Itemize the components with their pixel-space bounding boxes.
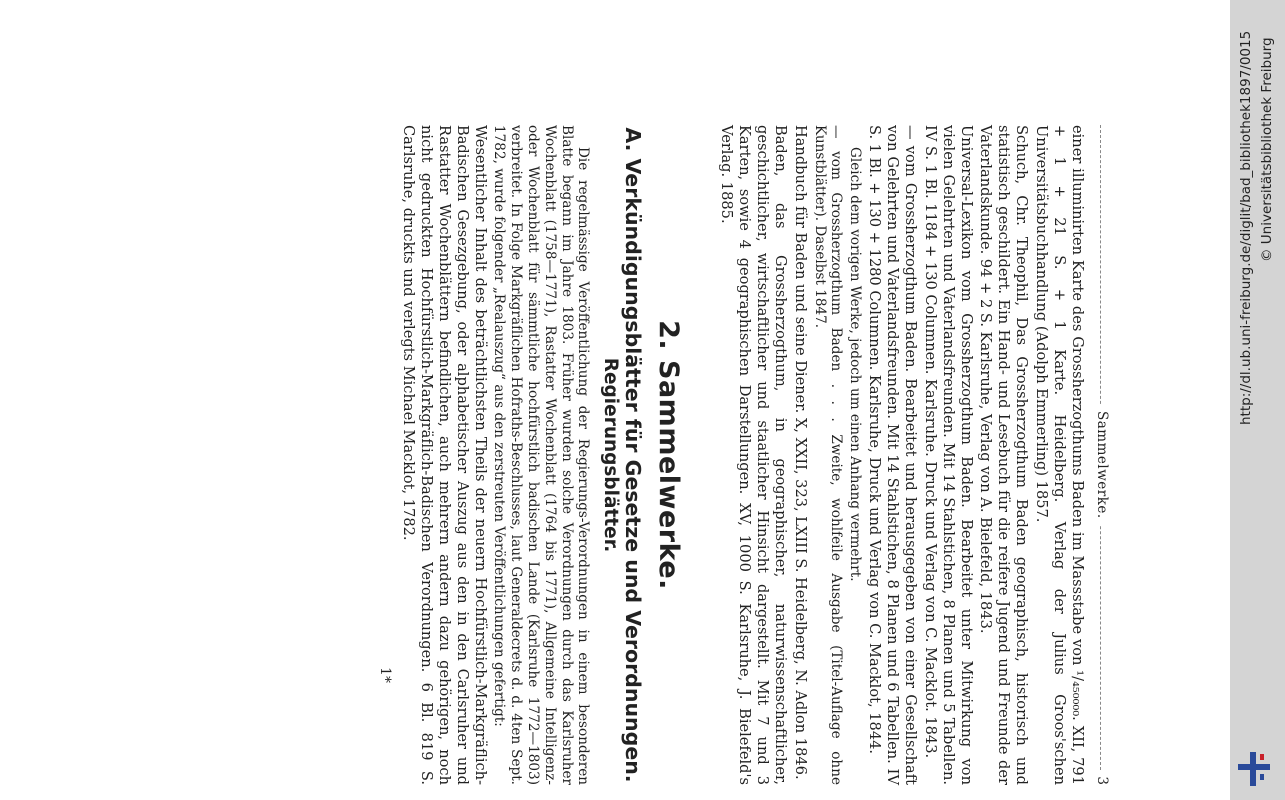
paragraph-wesentlicher-inhalt: Wesentlicher Inhalt des beträchtlichsten Theils der neuern Hochfürstlich-Markgräflich-Badischen Gesezgebung, oder alphabetischer Auszug aus den in den Carlsruher und Rastatter Wochenblättern befindlichen, auch mehrern andern dazu gehörigen, noch nicht gedruckten Hochfürstlich-Markgräflich-Badischen Verordnungen. 6 Bl. 819 S. Carlsruhe, druckts und verlegts Michael Macklot, 1782. bbox=[400, 125, 489, 785]
signature-mark: 1* bbox=[377, 667, 394, 683]
section-title: 2. Sammelwerke. bbox=[653, 320, 685, 590]
page-body bbox=[375, 125, 1086, 785]
page-header bbox=[1090, 125, 1110, 785]
entry-handbuch: Handbuch für Baden und seine Diener. X, XXII, 323, LXIII S. Heidelberg, N. Adlon 1846. bbox=[791, 125, 809, 780]
entry-universal-lexikon-1847: — vom Grossherzogthum Baden . . . Zweite, wohlfeile Ausgabe (Titel-Auflage ohne Kunstblätter). Daselbst 1847. bbox=[811, 125, 845, 785]
university-logo-icon bbox=[1236, 748, 1276, 788]
page-number: 3 bbox=[1094, 770, 1110, 785]
sub-subsection-title: Regierungsblätter. bbox=[600, 357, 622, 553]
paragraph-intro: Die regelmässige Veröffentlichung der Regierungs-Verordnungen in einem besonderen Blatte begann im Jahre 1803. Früher wurden solche Verordnungen durch das Karlsruher Wochenblatt (1758—1771), Rastatter Wochenblatt (1764 bis 1771), Allgemeine Intelligenz- oder Wochenblatt für sämmtliche hochfürstlich badischen Lande (Karlsruhe 1772—1803) verbreitet. In Folge Markgräflichen Hofraths-Beschlusses, laut Generaldecrets d. d. 4ten Sept. 1782, wurde folgender „Realauszug“ aus den zerstreuten Veröffentlichungen gefertigt: bbox=[491, 125, 592, 785]
entry-universal-lexikon-1844: — vom Grossherzogthum Baden. Bearbeitet und herausgegeben von einer Gesellschaft von Gelehrten und Vaterlandsfreunden. Mit 14 Stahlstichen, 8 Planen und 6 Tabellen. IV S. 1 Bl. + 130 + 1280 Columnen. Karlsruhe, Druck und Verlag von C. Macklot, 1844. bbox=[866, 125, 919, 785]
rotated-page-content bbox=[0, 125, 1110, 785]
entry-continued: einer illuminirten Karte des Grossherzogthums Baden im Massstabe von ¹/₄₅₀₀₀₀. XII, 791 + 1 + 21 S. + 1 Karte. Heidelberg. Verlag der Julius Groos'schen Universitätsbuchhandlung (Adolph Emmerling) 1857. bbox=[1033, 125, 1086, 785]
copyright-notice: © Universitätsbibliothek Freiburg bbox=[1259, 37, 1275, 262]
entry-schuch: Schuch, Chr. Theophil, Das Grossherzogthum Baden geographisch, historisch und statistisch geschildert. Ein Hand- und Lesebuch für die reifere Jugend und Freunde der Vaterlandskunde. 94 + 2 S. Karlsruhe, Verlag von A. Bielefeld, 1843. bbox=[977, 125, 1031, 785]
entry-note: Gleich dem vorigen Werke, jedoch um einen Anhang vermehrt. bbox=[847, 147, 864, 582]
running-head: Sammelwerke. bbox=[1094, 405, 1110, 525]
entry-baden: Baden, das Grossherzogthum, in geographischer, naturwissenschaftlicher, geschichtlicher, wirtschaftlicher und staatlicher Hinsicht dargestellt. Mit 7 und 3 Karten, sowie 4 geographischen Darstellungen. XV, 1000 S. Karlsruhe, J. Bielefeld's Verlag. 1885. bbox=[718, 125, 789, 785]
source-url[interactable]: http://dl.ub.uni-freiburg.de/diglit/bad_bibliothek1897/0015 bbox=[1238, 30, 1254, 425]
subsection-title: A. Verkündigungsblätter für Gesetze und Verordnungen. bbox=[621, 127, 646, 783]
entry-universal-lexikon: Universal-Lexikon vom Grossherzogthum Baden. Bearbeitet unter Mitwirkung von vielen Gelehrten und Vaterlandsfreunden. Mit 14 Stahlstichen, 8 Planen und 5 Tabellen. IV S. 1 Bl. 1184 + 130 Columnen. Karlsruhe. Druck und Verlag von C. Macklot. 1843. bbox=[921, 125, 975, 785]
